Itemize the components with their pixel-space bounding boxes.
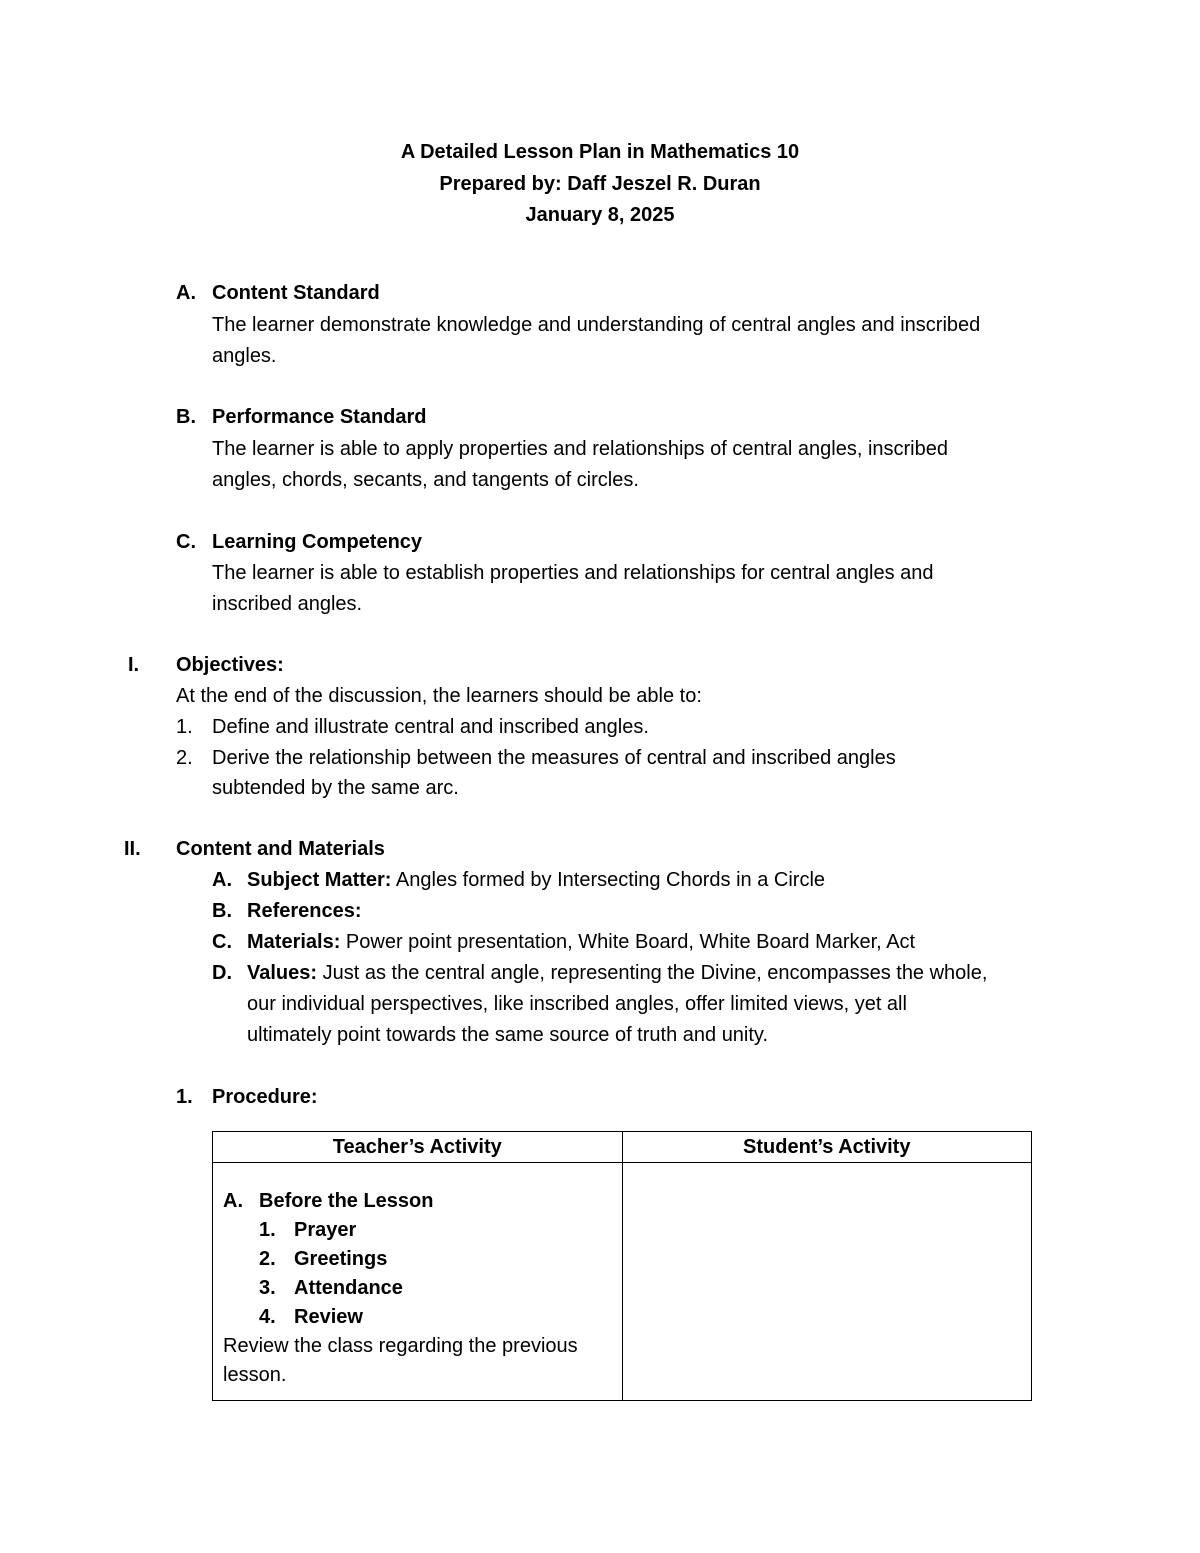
content-b-line: [247, 900, 362, 923]
standard-a-text-line-1: The learner demonstrate knowledge and understanding of central angles and inscribed: [212, 314, 981, 336]
student-activity-header: Student’s Activity: [622, 1132, 1032, 1163]
content-c-text: Power point presentation, White Board, White Board Marker, Act: [340, 931, 916, 953]
content-a-marker: A.: [212, 869, 232, 891]
content-marker: II.: [124, 838, 141, 860]
content-a-text: Angles formed by Intersecting Chords in a Circle: [391, 869, 826, 891]
content-d-text-3: ultimately point towards the same source of truth and unity.: [247, 1024, 769, 1046]
content-c-marker: C.: [212, 931, 232, 953]
step-item: [259, 1245, 612, 1274]
standard-b-marker: B.: [176, 406, 196, 428]
content-d-text-2: our individual perspectives, like inscribed angles, offer limited views, yet all: [247, 993, 907, 1015]
procedure-heading: Procedure:: [212, 1086, 318, 1108]
before-lesson-title: Before the Lesson: [259, 1190, 434, 1212]
objective-2-text-line-2: subtended by the same arc.: [212, 777, 459, 799]
procedure-marker: 1.: [176, 1086, 193, 1108]
objective-1-marker: 1.: [176, 716, 193, 738]
step-greetings: Greetings: [294, 1248, 388, 1270]
procedure-table-row: [213, 1163, 1032, 1401]
teacher-activity-header: Teacher’s Activity: [213, 1132, 623, 1163]
before-lesson-heading: [223, 1187, 612, 1216]
standard-b-text-line-1: The learner is able to apply properties and relationships of central angles, inscribed: [212, 438, 948, 460]
procedure-table: [212, 1131, 1032, 1401]
objective-2-text-line-1: Derive the relationship between the measures of central and inscribed angles: [212, 747, 896, 769]
step-item: [259, 1274, 612, 1303]
objectives-marker: I.: [128, 654, 140, 676]
content-d-marker: D.: [212, 962, 232, 984]
step-prayer: Prayer: [294, 1219, 357, 1241]
step-attendance: Attendance: [294, 1277, 403, 1299]
objectives-intro: At the end of the discussion, the learners should be able to:: [176, 685, 702, 707]
standard-a-text-line-2: angles.: [212, 345, 277, 367]
step-marker: 4.: [259, 1306, 276, 1328]
standard-a-heading: Content Standard: [212, 282, 380, 304]
step-marker: 2.: [259, 1248, 276, 1270]
step-item: [259, 1216, 612, 1245]
objectives-heading: Objectives:: [176, 654, 284, 676]
content-b-label: References:: [247, 900, 362, 922]
procedure-table-header-row: [213, 1132, 1032, 1163]
standard-c-text-line-2: inscribed angles.: [212, 593, 363, 615]
document-date: January 8, 2025: [525, 204, 675, 226]
student-activity-cell: [622, 1163, 1032, 1401]
content-a-label: Subject Matter:: [247, 869, 392, 891]
teacher-activity-cell: [213, 1163, 623, 1401]
step-marker: 3.: [259, 1277, 276, 1299]
content-b-marker: B.: [212, 900, 232, 922]
step-marker: 1.: [259, 1219, 276, 1241]
objective-1-text: Define and illustrate central and inscribed angles.: [212, 716, 649, 738]
content-c-line: [247, 931, 915, 954]
objective-2-marker: 2.: [176, 747, 193, 769]
standard-b-text-line-2: angles, chords, secants, and tangents of circles.: [212, 469, 639, 491]
content-d-text-1: Just as the central angle, representing the Divine, encompasses the whole,: [317, 962, 988, 984]
step-review: Review: [294, 1306, 363, 1328]
standard-b-heading: Performance Standard: [212, 406, 427, 428]
content-a-line: [247, 869, 825, 892]
standard-a-marker: A.: [176, 282, 196, 304]
before-lesson-marker: A.: [223, 1190, 243, 1212]
content-d-label: Values:: [247, 962, 318, 984]
content-c-label: Materials:: [247, 931, 341, 953]
step-item: [259, 1303, 612, 1332]
document-title: A Detailed Lesson Plan in Mathematics 10: [400, 141, 800, 163]
content-d-line-1: [247, 962, 987, 985]
standard-c-marker: C.: [176, 531, 196, 553]
prepared-by: Prepared by: Daff Jeszel R. Duran: [439, 173, 761, 195]
review-text: Review the class regarding the previous lesson.: [223, 1335, 578, 1386]
standard-c-text-line-1: The learner is able to establish properties and relationships for central angles and: [212, 562, 934, 584]
content-heading: Content and Materials: [176, 838, 385, 860]
standard-c-heading: Learning Competency: [212, 531, 423, 553]
